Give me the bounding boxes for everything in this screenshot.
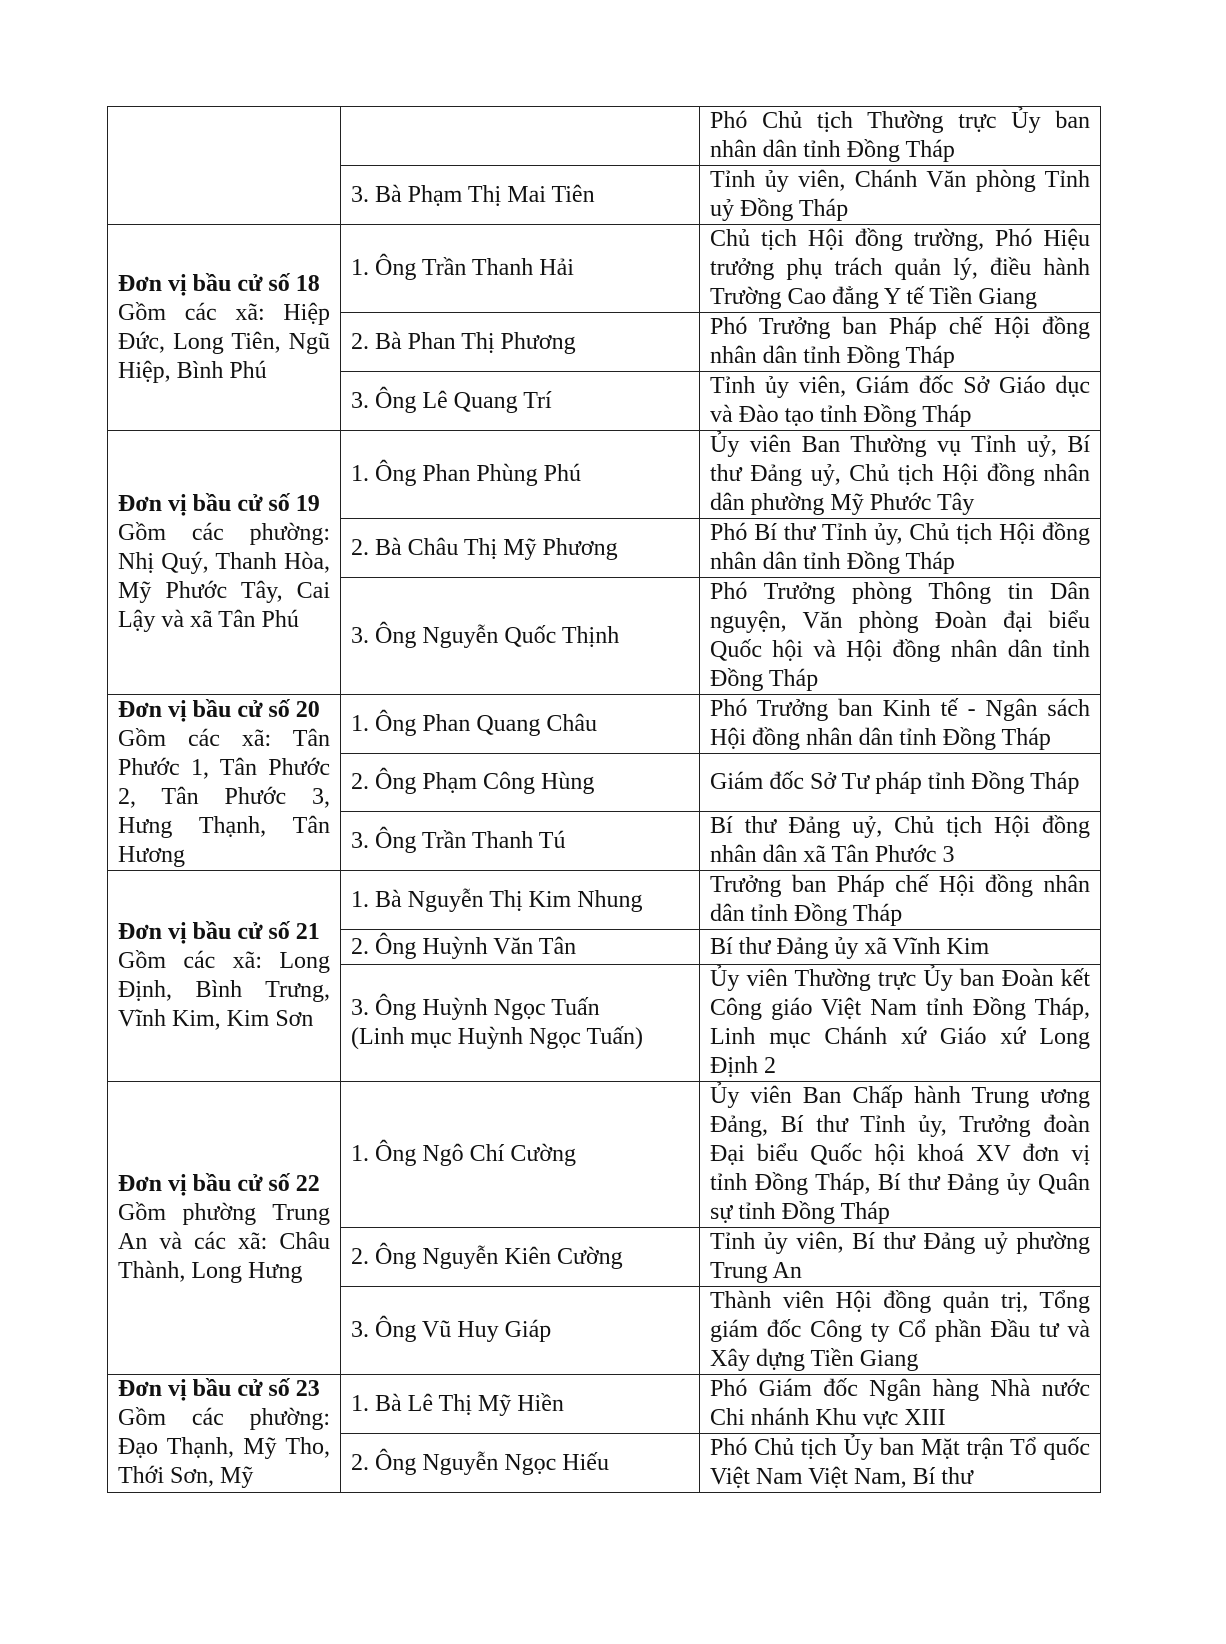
position-cell: Thành viên Hội đồng quản trị, Tổng giám đốc Công ty Cổ phần Đầu tư và Xây dựng Tiền Giang bbox=[700, 1287, 1101, 1375]
table-row bbox=[108, 1082, 1101, 1228]
candidate-cell: 1. Ông Trần Thanh Hải bbox=[341, 225, 700, 313]
table-row bbox=[108, 695, 1101, 754]
candidate-cell: 3. Bà Phạm Thị Mai Tiên bbox=[341, 166, 700, 225]
position-cell: Ủy viên Thường trực Ủy ban Đoàn kết Công giáo Việt Nam tỉnh Đồng Tháp, Linh mục Chánh xứ Giáo xứ Long Định 2 bbox=[700, 965, 1101, 1082]
unit-title: Đơn vị bầu cử số 18 bbox=[118, 270, 320, 297]
candidate-cell bbox=[341, 107, 700, 166]
candidate-cell: 2. Ông Huỳnh Văn Tân bbox=[341, 930, 700, 965]
unit-description: Gồm các phường: Nhị Quý, Thanh Hòa, Mỹ Phước Tây, Cai Lậy và xã Tân Phú bbox=[118, 520, 330, 633]
table-row bbox=[108, 225, 1101, 313]
candidate-name: 3. Ông Huỳnh Ngọc Tuấn bbox=[351, 995, 600, 1021]
candidate-cell: 1. Bà Lê Thị Mỹ Hiền bbox=[341, 1375, 700, 1434]
candidate-cell: 2. Ông Nguyễn Kiên Cường bbox=[341, 1228, 700, 1287]
unit-cell-19 bbox=[108, 431, 341, 695]
table-row bbox=[108, 871, 1101, 930]
unit-title: Đơn vị bầu cử số 19 bbox=[118, 491, 320, 517]
candidate-cell: 3. Ông Vũ Huy Giáp bbox=[341, 1287, 700, 1375]
unit-title: Đơn vị bầu cử số 22 bbox=[118, 1171, 320, 1197]
position-cell: Phó Trưởng ban Kinh tế - Ngân sách Hội đồng nhân dân tỉnh Đồng Tháp bbox=[700, 695, 1101, 754]
table-row bbox=[108, 431, 1101, 519]
unit-title: Đơn vị bầu cử số 23 bbox=[118, 1376, 320, 1402]
position-cell: Bí thư Đảng ủy xã Vĩnh Kim bbox=[700, 930, 1101, 965]
position-cell: Ủy viên Ban Thường vụ Tỉnh uỷ, Bí thư Đảng uỷ, Chủ tịch Hội đồng nhân dân phường Mỹ Phước Tây bbox=[700, 431, 1101, 519]
position-cell: Phó Trưởng phòng Thông tin Dân nguyện, Văn phòng Đoàn đại biểu Quốc hội và Hội đồng nhân dân tỉnh Đồng Tháp bbox=[700, 578, 1101, 695]
election-units-table bbox=[107, 106, 1101, 1493]
position-cell: Tỉnh ủy viên, Giám đốc Sở Giáo dục và Đào tạo tỉnh Đồng Tháp bbox=[700, 372, 1101, 431]
candidate-cell: 2. Ông Nguyễn Ngọc Hiếu bbox=[341, 1434, 700, 1493]
unit-description: Gồm các xã: Long Định, Bình Trưng, Vĩnh Kim, Kim Sơn bbox=[118, 948, 330, 1032]
unit-title: Đơn vị bầu cử số 21 bbox=[118, 919, 320, 945]
position-cell: Trưởng ban Pháp chế Hội đồng nhân dân tỉnh Đồng Tháp bbox=[700, 871, 1101, 930]
unit-cell-20 bbox=[108, 695, 341, 871]
position-cell: Bí thư Đảng uỷ, Chủ tịch Hội đồng nhân dân xã Tân Phước 3 bbox=[700, 812, 1101, 871]
position-cell: Giám đốc Sở Tư pháp tỉnh Đồng Tháp bbox=[700, 754, 1101, 812]
unit-description: Gồm phường Trung An và các xã: Châu Thành, Long Hưng bbox=[118, 1200, 330, 1284]
table-row bbox=[108, 1375, 1101, 1434]
position-cell: Phó Trưởng ban Pháp chế Hội đồng nhân dân tỉnh Đồng Tháp bbox=[700, 313, 1101, 372]
unit-cell-22 bbox=[108, 1082, 341, 1375]
candidate-cell: 2. Ông Phạm Công Hùng bbox=[341, 754, 700, 812]
unit-description: Gồm các phường: Đạo Thạnh, Mỹ Tho, Thới Sơn, Mỹ bbox=[118, 1405, 330, 1489]
candidate-note: (Linh mục Huỳnh Ngọc Tuấn) bbox=[351, 1024, 643, 1050]
position-cell: Phó Chủ tịch Thường trực Ủy ban nhân dân tỉnh Đồng Tháp bbox=[700, 107, 1101, 166]
position-cell: Tỉnh ủy viên, Chánh Văn phòng Tỉnh uỷ Đồng Tháp bbox=[700, 166, 1101, 225]
candidate-cell: 3. Ông Lê Quang Trí bbox=[341, 372, 700, 431]
candidate-cell: 1. Ông Phan Quang Châu bbox=[341, 695, 700, 754]
table-row bbox=[108, 107, 1101, 166]
position-cell: Tỉnh ủy viên, Bí thư Đảng uỷ phường Trung An bbox=[700, 1228, 1101, 1287]
unit-cell-18 bbox=[108, 225, 341, 431]
candidate-cell: 3. Ông Nguyễn Quốc Thịnh bbox=[341, 578, 700, 695]
candidate-cell: 2. Bà Châu Thị Mỹ Phương bbox=[341, 519, 700, 578]
candidate-cell: 3. Ông Trần Thanh Tú bbox=[341, 812, 700, 871]
position-cell: Ủy viên Ban Chấp hành Trung ương Đảng, Bí thư Tỉnh ủy, Trưởng đoàn Đại biểu Quốc hội khoá XV đơn vị tỉnh Đồng Tháp, Bí thư Đảng ủy Quân sự tỉnh Đồng Tháp bbox=[700, 1082, 1101, 1228]
unit-description: Gồm các xã: Tân Phước 1, Tân Phước 2, Tân Phước 3, Hưng Thạnh, Tân Hương bbox=[118, 725, 330, 868]
position-cell: Chủ tịch Hội đồng trường, Phó Hiệu trưởng phụ trách quản lý, điều hành Trường Cao đẳng Y tế Tiền Giang bbox=[700, 225, 1101, 313]
unit-cell-21 bbox=[108, 871, 341, 1082]
candidate-cell: 1. Bà Nguyễn Thị Kim Nhung bbox=[341, 871, 700, 930]
position-cell: Phó Bí thư Tỉnh ủy, Chủ tịch Hội đồng nhân dân tỉnh Đồng Tháp bbox=[700, 519, 1101, 578]
position-cell: Phó Chủ tịch Ủy ban Mặt trận Tổ quốc Việt Nam Việt Nam, Bí thư bbox=[700, 1434, 1101, 1493]
position-cell: Phó Giám đốc Ngân hàng Nhà nước Chi nhánh Khu vực XIII bbox=[700, 1375, 1101, 1434]
candidate-cell: 1. Ông Ngô Chí Cường bbox=[341, 1082, 700, 1228]
unit-title: Đơn vị bầu cử số 20 bbox=[118, 696, 320, 723]
unit-cell-23 bbox=[108, 1375, 341, 1493]
candidate-cell: 1. Ông Phan Phùng Phú bbox=[341, 431, 700, 519]
unit-description: Gồm các xã: Hiệp Đức, Long Tiên, Ngũ Hiệp, Bình Phú bbox=[118, 299, 330, 384]
candidate-cell bbox=[341, 965, 700, 1082]
unit-cell-17 bbox=[108, 107, 341, 225]
candidate-cell: 2. Bà Phan Thị Phương bbox=[341, 313, 700, 372]
